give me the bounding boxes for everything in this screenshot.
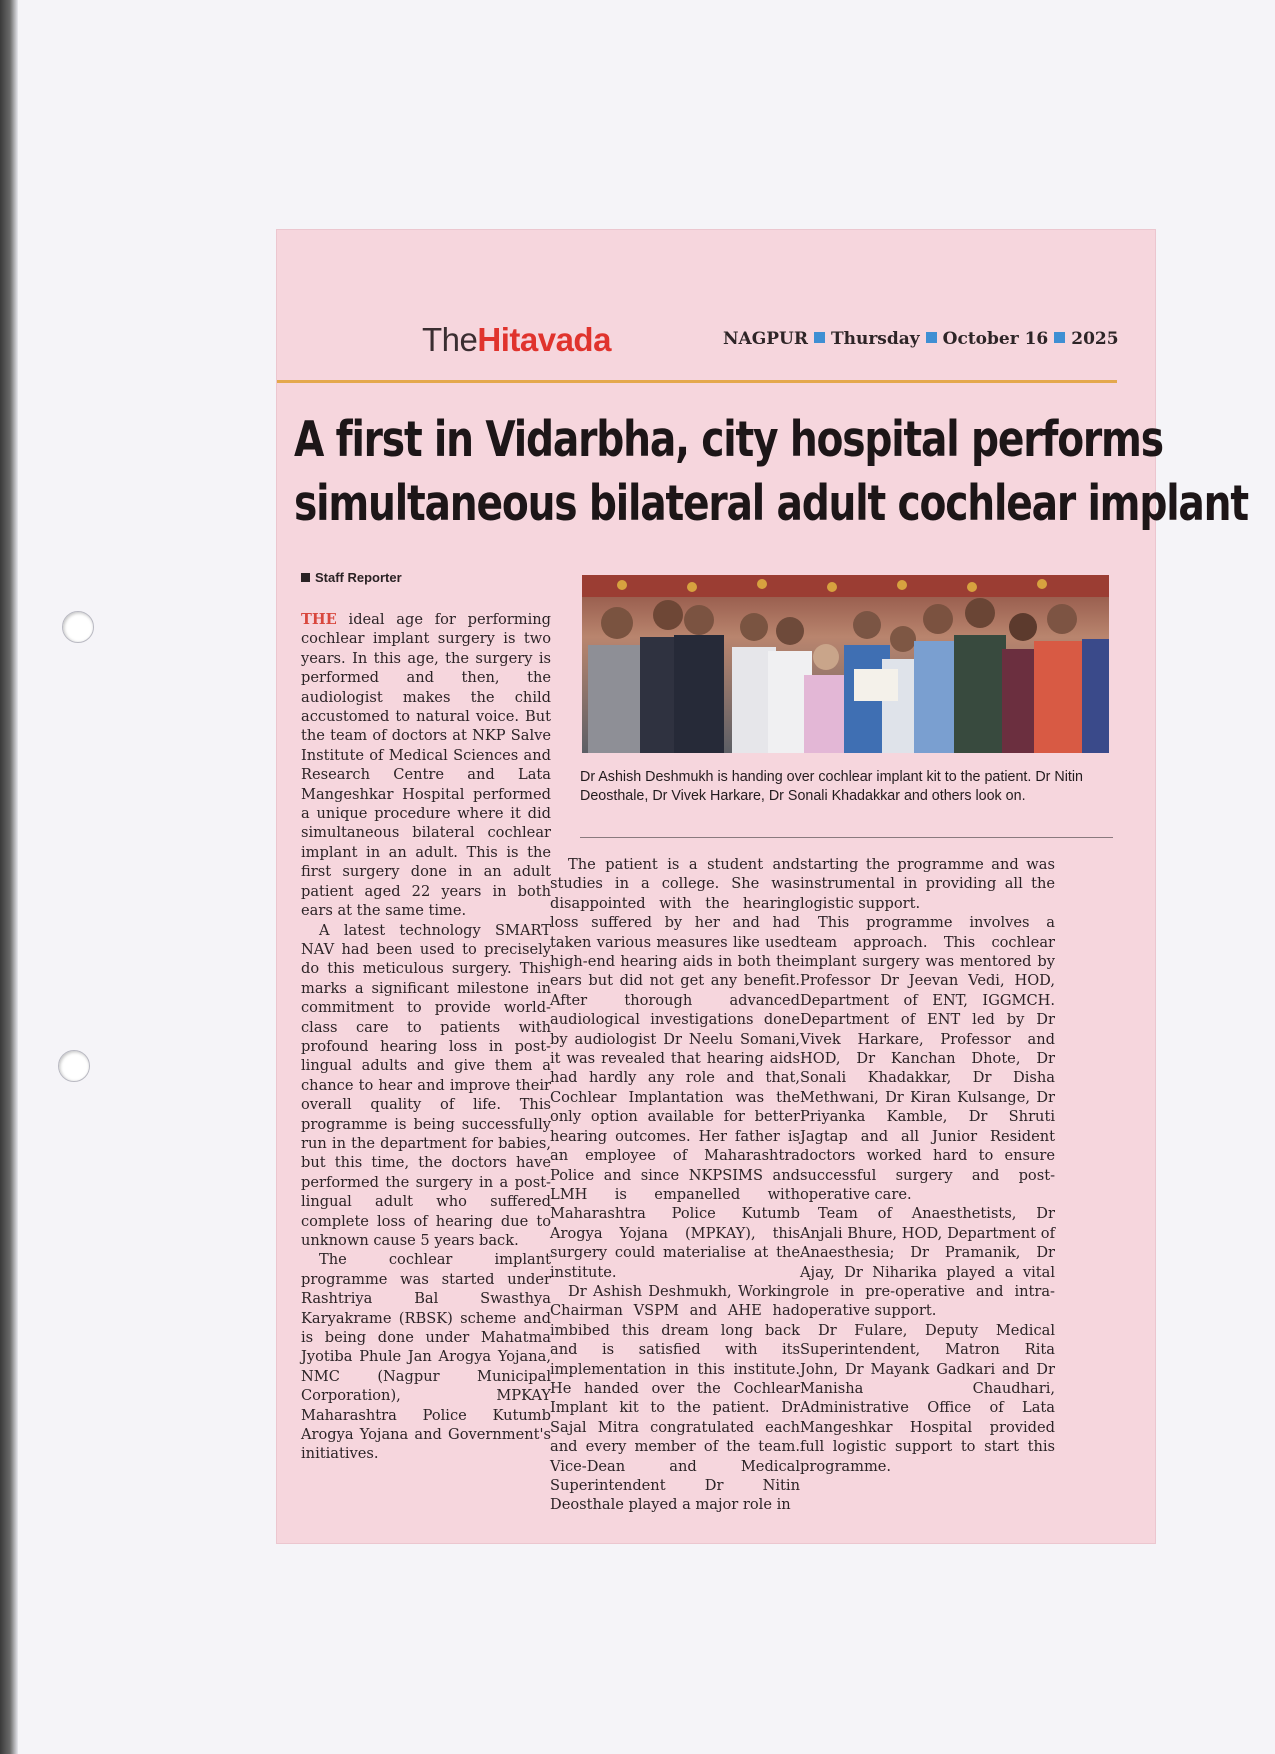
logo-prefix: The bbox=[422, 321, 478, 358]
dateline-city: NAGPUR bbox=[723, 329, 808, 349]
lead-word: THE bbox=[301, 611, 337, 628]
article-column-3 bbox=[800, 855, 1055, 1476]
separator-square-icon bbox=[814, 332, 825, 343]
article-headline bbox=[294, 408, 1248, 536]
headline-line-1: A first in Vidarbha, city hospital performs bbox=[294, 411, 1163, 468]
newspaper-logo bbox=[422, 320, 611, 360]
paragraph: The patient is a student and studies in a college. She was disappointed with the hearing loss suffered by her and had taken various measures like used high-end hearing aids in both the ears but did not get any benefit. After thorough advanced audiological investigations done by audiologist Dr Neelu Somani, it was revealed that hearing aids had hardly any role and that, Cochlear Implantation was the only option available for better hearing outcomes. Her father is an employee of Maharashtra Police and since NKPSIMS and LMH is empanelled with Maharashtra Police Kutumb Arogya Yojana (MPKAY), this surgery could materialise at the institute. bbox=[550, 856, 800, 1281]
paragraph bbox=[301, 610, 551, 921]
byline-square-icon bbox=[301, 573, 310, 582]
article-column-1 bbox=[301, 610, 551, 1464]
article-column-2 bbox=[550, 855, 800, 1515]
masthead-rule bbox=[277, 380, 1117, 383]
punch-hole-bottom bbox=[58, 1050, 90, 1082]
paragraph: starting the programme and was instrumental in providing all the logistic support. bbox=[800, 856, 1055, 912]
separator-square-icon bbox=[1054, 332, 1065, 343]
paragraph: A latest technology SMART NAV had been used to precisely do this meticulous surgery. This marks a significant milestone in commitment to provide world-class care to patients with profound hearing loss in post-lingual adults and give them a chance to hear and improve their overall quality of life. This programme is being successfully run in the department for babies, but this time, the doctors have performed the surgery in a post-lingual adult who suffered complete loss of hearing due to unknown cause 5 years back. bbox=[301, 921, 551, 1249]
newspaper-clipping bbox=[277, 230, 1248, 1543]
dateline-date: October 16 bbox=[942, 329, 1049, 349]
logo-brand: Hitavada bbox=[477, 321, 611, 358]
paragraph-text: ideal age for performing cochlear implant surgery is two years. In this age, the surgery is performed and then, the audiologist makes the child accustomed to natural voice. But the team of doctors at NKP Salve Institute of Medical Sciences and Research Centre and Lata Mangeshkar Hospital performed a unique procedure where it did simultaneous bilateral cochlear implant in an adult. This is the first surgery done in an adult patient aged 22 years in both ears at the same time. bbox=[301, 611, 551, 920]
separator-square-icon bbox=[926, 332, 937, 343]
byline bbox=[301, 570, 402, 585]
group-photo-illustration bbox=[582, 575, 1109, 753]
article-photo bbox=[582, 575, 1109, 753]
dateline-year: 2025 bbox=[1071, 329, 1119, 349]
caption-rule bbox=[580, 837, 1113, 838]
headline-line-2: simultaneous bilateral adult cochlear implant bbox=[294, 475, 1248, 532]
paragraph: The cochlear implant programme was started under Rashtriya Bal Swasthya Karyakrame (RBSK) scheme and is being done under Mahatma Jyotiba Phule Jan Arogya Yojana, NMC (Nagpur Municipal Corporation), MPKAY Maharashtra Police Kutumb Arogya Yojana and Government's initiatives. bbox=[301, 1251, 551, 1463]
byline-text: Staff Reporter bbox=[315, 570, 402, 585]
dateline-day: Thursday bbox=[830, 329, 920, 349]
paragraph: This programme involves a team approach. This cochlear implant surgery was mentored by Professor Dr Jeevan Vedi, HOD, Department of ENT, IGGMCH. Department of ENT led by Dr Vivek Harkare, Professor and HOD, Dr Kanchan Dhote, Dr Sonali Khadakkar, Dr Disha Methwani, Dr Kiran Kulsange, Dr Priyanka Kamble, Dr Shruti Jagtap and all Junior Resident doctors worked hard to ensure successful surgery and post-operative care. bbox=[800, 914, 1055, 1203]
masthead bbox=[277, 230, 1155, 380]
punch-hole-top bbox=[62, 611, 94, 643]
paragraph: Dr Fulare, Deputy Medical Superintendent, Matron Rita John, Dr Mayank Gadkari and Dr Manisha Chaudhari, Administrative Office of Lata Mangeshkar Hospital provided full logistic support to start this programme. bbox=[800, 1321, 1055, 1475]
scanner-edge bbox=[0, 0, 18, 1754]
paragraph: Team of Anaesthetists, Dr Anjali Bhure, HOD, Department of Anaesthesia; Dr Pramanik, Dr Ajay, Dr Niharika played a vital role in pre-operative and intra-operative support. bbox=[800, 1205, 1055, 1320]
paragraph: Dr Ashish Deshmukh, Working Chairman VSPM and AHE had imbibed this dream long back and is satisfied with its implementation in this institute. He handed over the Cochlear Implant kit to the patient. Dr Sajal Mitra congratulated each and every member of the team. Vice-Dean and Medical Superintendent Dr Nitin Deosthale played a major role in bbox=[550, 1282, 800, 1514]
photo-caption: Dr Ashish Deshmukh is handing over cochlear implant kit to the patient. Dr Nitin Deosthale, Dr Vivek Harkare, Dr Sonali Khadakkar and others look on. bbox=[580, 769, 1084, 804]
dateline bbox=[723, 326, 1153, 352]
